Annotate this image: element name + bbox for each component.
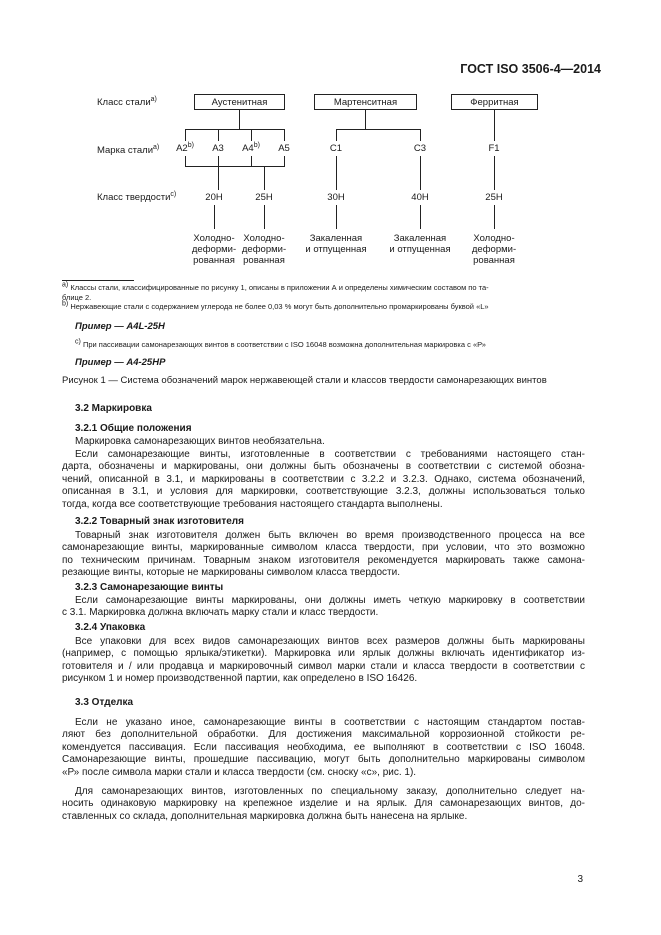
figure-caption: Рисунок 1 — Система обозначений марок нержавеющей стали и классов твердости самонарезающих винтов bbox=[62, 375, 547, 386]
connector-line bbox=[264, 205, 265, 229]
connector-line bbox=[336, 156, 337, 190]
state-cold-deformed: Холодно- деформи- рованная bbox=[241, 233, 287, 266]
paragraph: Маркировка самонарезающих винтов необязательна. bbox=[75, 436, 325, 447]
hardness-40h: 40H bbox=[411, 192, 429, 203]
footnote-divider bbox=[62, 280, 134, 281]
heading-3-2-3: 3.2.3 Самонарезающие винты bbox=[75, 582, 224, 593]
state-cold-deformed: Холодно- деформи- рованная bbox=[191, 233, 237, 266]
paragraph: Если не указано иное, самонарезающие винты в соответствии с настоящим стандартом постав- ляют без дополнительной обработки. Для достижения максимальной коррозионной стойкости ре- комендуется пассивация. Если пассивация необходима, ее выполняют в соответствии с ISO 16048. Самонарезающие винты, прошедшие пассивацию, могут быть дополнительно маркированы символом «Р» после символа марки стали и класса твердости (см. сноску «с», рис. 1). bbox=[62, 717, 585, 778]
connector-line bbox=[336, 205, 337, 229]
row-label-grade: Марка стали$^{a)}$ bbox=[97, 143, 160, 156]
connector-line bbox=[336, 129, 420, 130]
grade-f1: F1 bbox=[488, 143, 500, 154]
state-quenched-tempered: Закаленная и отпущенная bbox=[305, 233, 367, 255]
connector-line bbox=[494, 205, 495, 229]
grade-a5: A5 bbox=[278, 143, 290, 154]
hardness-25h: 25H bbox=[255, 192, 273, 203]
connector-line bbox=[494, 110, 495, 141]
row-label-class: Класс стали$^{a)}$ bbox=[97, 95, 157, 108]
connector-line bbox=[185, 166, 285, 167]
paragraph: Для самонарезающих винтов, изготовленных по специальному заказу, дополнительно следует на- носить одинаковую маркировку на крепежное изделие и на ярлык. Для самонарезающих винтов, до- ставленных со склада, дополнительная маркировка должна быть нанесена на ярлыке. bbox=[62, 786, 585, 822]
page-number: 3 bbox=[577, 874, 583, 885]
class-box-ferritic: Ферритная bbox=[451, 94, 538, 110]
connector-line bbox=[420, 129, 421, 141]
footnote-a: $^{a)}$ Классы стали, классифицированные по рисунку 1, описаны в приложении А и определены химическим составом по та- блице 2. bbox=[62, 281, 489, 302]
connector-line bbox=[264, 166, 265, 190]
paragraph: Товарный знак изготовителя должен быть включен во время производственного процесса на все самонарезающие винты, маркированные символом класса твердости, при условии, что это возможно по техническим причинам. Товарным знаком изготовителя рекомендуется маркировать также самона- резающие винты, которые не маркированы символом класса твердости. bbox=[62, 530, 585, 579]
footnote-c: $^{c)}$ При пассивации самонарезающих винтов в соответствии с ISO 16048 возможна дополнительная маркировка с «Р» bbox=[75, 338, 486, 349]
heading-3-2-4: 3.2.4 Упаковка bbox=[75, 622, 146, 633]
paragraph: Если самонарезающие винты маркированы, они должны иметь четкую маркировку в соответствии с 3.1. Маркировка должна включать марку стали и класс твердости. bbox=[62, 595, 585, 619]
connector-line bbox=[218, 129, 219, 141]
connector-line bbox=[365, 110, 366, 129]
heading-3-2: 3.2 Маркировка bbox=[75, 403, 152, 414]
example-2: Пример — A4-25HP bbox=[75, 357, 166, 368]
row-label-hardness: Класс твердости$^{c)}$ bbox=[97, 190, 177, 203]
heading-3-2-2: 3.2.2 Товарный знак изготовителя bbox=[75, 516, 244, 527]
hardness-20h: 20H bbox=[205, 192, 223, 203]
grade-a2: A2$^{b)}$ bbox=[176, 141, 194, 154]
connector-line bbox=[494, 156, 495, 190]
connector-line bbox=[218, 156, 219, 166]
footnote-b: $^{b)}$ Нержавеющие стали с содержанием углерода не более 0,03 % могут быть дополнительно промаркированы буквой «L» bbox=[62, 300, 489, 311]
grade-c1: C1 bbox=[329, 143, 343, 154]
grade-a3: A3 bbox=[212, 143, 224, 154]
class-box-martensitic: Мартенситная bbox=[314, 94, 417, 110]
paragraph: Если самонарезающие винты, изготовленные в соответствии с требованиями настоящего стан- дарта, обозначены и маркированы, они должны быть обозначены в соответствии с системой обозна- чений, описанной в 3.1, и маркированы в соответствии с 3.2.2 и 3.2.3. Однако, система обозначений, описанная в 3.1, и условия для маркировки, соответствующие 3.2.3, должны использоваться только тогда, когда все соответствующие требования настоящего стандарта выполнены. bbox=[62, 449, 585, 510]
connector-line bbox=[420, 205, 421, 229]
state-cold-deformed: Холодно- деформи- рованная bbox=[471, 233, 517, 266]
heading-3-2-1: 3.2.1 Общие положения bbox=[75, 423, 192, 434]
connector-line bbox=[185, 129, 186, 141]
heading-3-3: 3.3 Отделка bbox=[75, 697, 134, 708]
connector-line bbox=[185, 129, 284, 130]
hardness-25h-ferritic: 25H bbox=[485, 192, 503, 203]
paragraph: Все упаковки для всех видов самонарезающих винтов всех размеров должны быть маркированы (например, с помощью ярлыка/этикетки). Маркировка или ярлык должны включать идентификатор из- готовителя и / или продавца и маркировочный символ марки стали и класса твердости в соответствии с рисунком 1 и номер производственной партии, как определено в ISO 16426. bbox=[62, 636, 585, 685]
grade-c3: C3 bbox=[413, 143, 427, 154]
connector-line bbox=[239, 110, 240, 129]
example-1: Пример — A4L-25H bbox=[75, 321, 165, 332]
document-id: ГОСТ ISO 3506-4—2014 bbox=[460, 62, 601, 76]
connector-line bbox=[185, 156, 186, 166]
connector-line bbox=[284, 156, 285, 166]
connector-line bbox=[251, 156, 252, 166]
connector-line bbox=[251, 129, 252, 141]
connector-line bbox=[214, 205, 215, 229]
connector-line bbox=[284, 129, 285, 141]
state-quenched-tempered: Закаленная и отпущенная bbox=[389, 233, 451, 255]
hardness-30h: 30H bbox=[327, 192, 345, 203]
connector-line bbox=[218, 166, 219, 190]
connector-line bbox=[420, 156, 421, 190]
connector-line bbox=[336, 129, 337, 141]
class-box-austenitic: Аустенитная bbox=[194, 94, 285, 110]
grade-a4: A4$^{b)}$ bbox=[242, 141, 260, 154]
